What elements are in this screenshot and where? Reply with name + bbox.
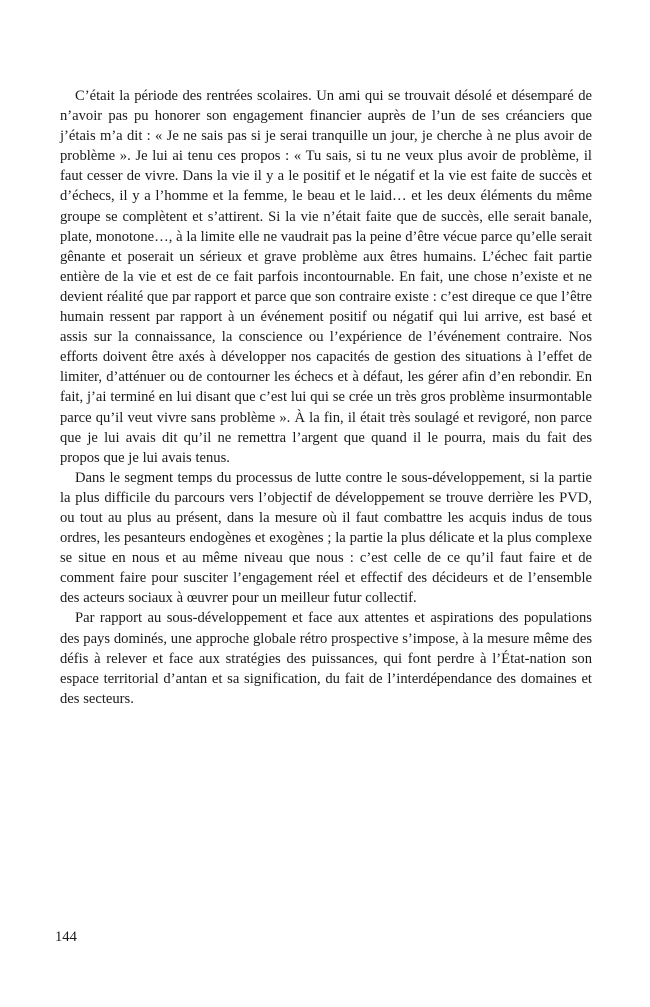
body-paragraph-3: Par rapport au sous-développement et face aux attentes et aspirations des populations des pays dominés, une approche globale rétro prospective s’impose, à la mesure même des défis à relever et face aux stratégies des puissances, qui font perdre à l’État-nation son espace territorial d’antan et sa signification, du fait de l’interdépendance des domaines et des secteurs. bbox=[60, 610, 592, 707]
body-paragraph-1: C’était la période des rentrées scolaires. Un ami qui se trouvait désolé et désemparé de n’avoir pas pu honorer son engagement financier auprès de l’un de ses créanciers que j’étais m’a dit : « Je ne sais pas si je serai tranquille un jour, je cherche à ne plus avoir de problème ». Je lui ai tenu ces propos : « Tu sais, si tu ne veux plus avoir de problème, il faut cesser de vivre. Dans la vie il y a le positif et le négatif et la vie est faite de succès et d’échecs, il y a l’homme et la femme, le beau et le laid… et les deux éléments du même groupe se complètent et s’attirent. Si la vie n’était faite que de succès, elle serait banale, plate, monotone…, à la limite elle ne vaudrait pas la peine d’être vécue parce qu’elle serait gênante et poserait un sérieux et grave problème aux êtres humains. L’échec fait partie entière de la vie et est de ce fait parfois incontournable. En fait, une chose n’existe et ne devient réalité que par rapport et parce que son contraire existe : c’est direque ce que l’être humain ressent par rapport à un événement positif ou négatif qui lui arrive, est basé et assis sur la connaissance, la conscience ou l’expérience de l’événement contraire. Nos efforts doivent être axés à développer nos capacités de gestion des situations à l’effet de limiter, d’atténuer ou de contourner les échecs et à défaut, les gérer afin d’en rebondir. En fait, j’ai terminé en lui disant que c’est lui qui se crée un très gros problème insurmontable parce qu’il veut vivre sans problème ». À la fin, il était très soulagé et revigoré, non parce que je lui avais dit qu’il ne remettra l’argent que quand il le pourra, mais du fait des propos que je lui avais tenus. bbox=[60, 88, 592, 466]
body-paragraph-2: Dans le segment temps du processus de lutte contre le sous-développement, si la partie la plus difficile du parcours vers l’objectif de développement se trouve derrière les PVD, ou tout au plus au présent, dans la mesure où il faut combattre les acquis indus de tous ordres, les pesanteurs endogènes et exogènes ; la partie la plus délicate et la plus complexe se situe en nous et au même niveau que nous : c’est celle de ce qu’il faut faire et de comment faire pour susciter l’engagement réel et effectif des décideurs et de l’ensemble des acteurs sociaux à œuvrer pour un meilleur futur collectif. bbox=[60, 469, 592, 607]
page-number: 144 bbox=[55, 929, 77, 945]
page-body-text bbox=[60, 86, 592, 709]
